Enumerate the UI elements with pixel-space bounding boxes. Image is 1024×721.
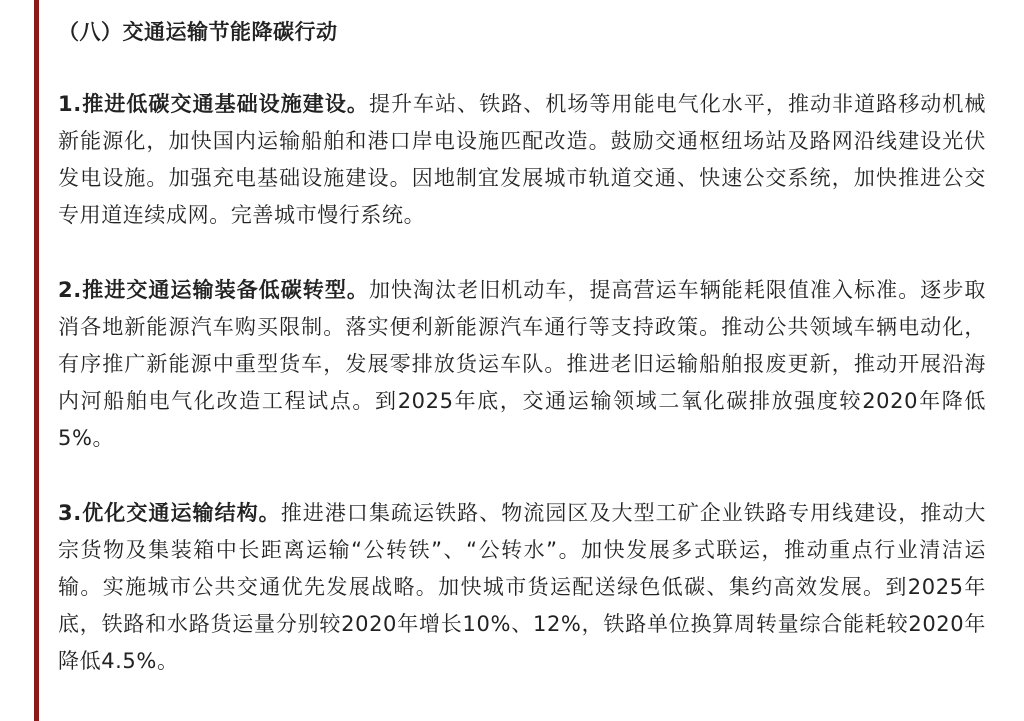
- paragraph-1-lead: 1.推进低碳交通基础设施建设。: [58, 92, 369, 116]
- paragraph-3: [58, 495, 986, 680]
- paragraph-2-text: 加快淘汰老旧机动车，提高营运车辆能耗限值准入标准。逐步取消各地新能源汽车购买限制。落实便利新能源汽车通行等支持政策。推动公共领域车辆电动化，有序推广新能源中重型货车，发展零排放货运车队。推进老旧运输船舶报废更新，推动开展沿海内河船舶电气化改造工程试点。到2025年底，交通运输领域二氧化碳排放强度较2020年降低5%。: [58, 278, 986, 450]
- paragraph-3-lead: 3.优化交通运输结构。: [58, 501, 281, 525]
- paragraph-1: [58, 86, 986, 234]
- document-body: [58, 0, 986, 680]
- paragraph-1-text: 提升车站、铁路、机场等用能电气化水平，推动非道路移动机械新能源化，加快国内运输船舶和港口岸电设施匹配改造。鼓励交通枢纽场站及路网沿线建设光伏发电设施。加强充电基础设施建设。因地制宜发展城市轨道交通、快速公交系统，加快推进公交专用道连续成网。完善城市慢行系统。: [58, 92, 986, 227]
- paragraph-2: [58, 272, 986, 457]
- section-title: （八）交通运输节能降碳行动: [58, 20, 338, 44]
- paragraph-2-lead: 2.推进交通运输装备低碳转型。: [58, 278, 369, 302]
- left-accent-bar: [34, 0, 39, 721]
- paragraph-3-text: 推进港口集疏运铁路、物流园区及大型工矿企业铁路专用线建设，推动大宗货物及集装箱中长距离运输“公转铁”、“公转水”。加快发展多式联运，推动重点行业清洁运输。实施城市公共交通优先发展战略。加快城市货运配送绿色低碳、集约高效发展。到2025年底，铁路和水路货运量分别较2020年增长10%、12%，铁路单位换算周转量综合能耗较2020年降低4.5%。: [58, 501, 986, 673]
